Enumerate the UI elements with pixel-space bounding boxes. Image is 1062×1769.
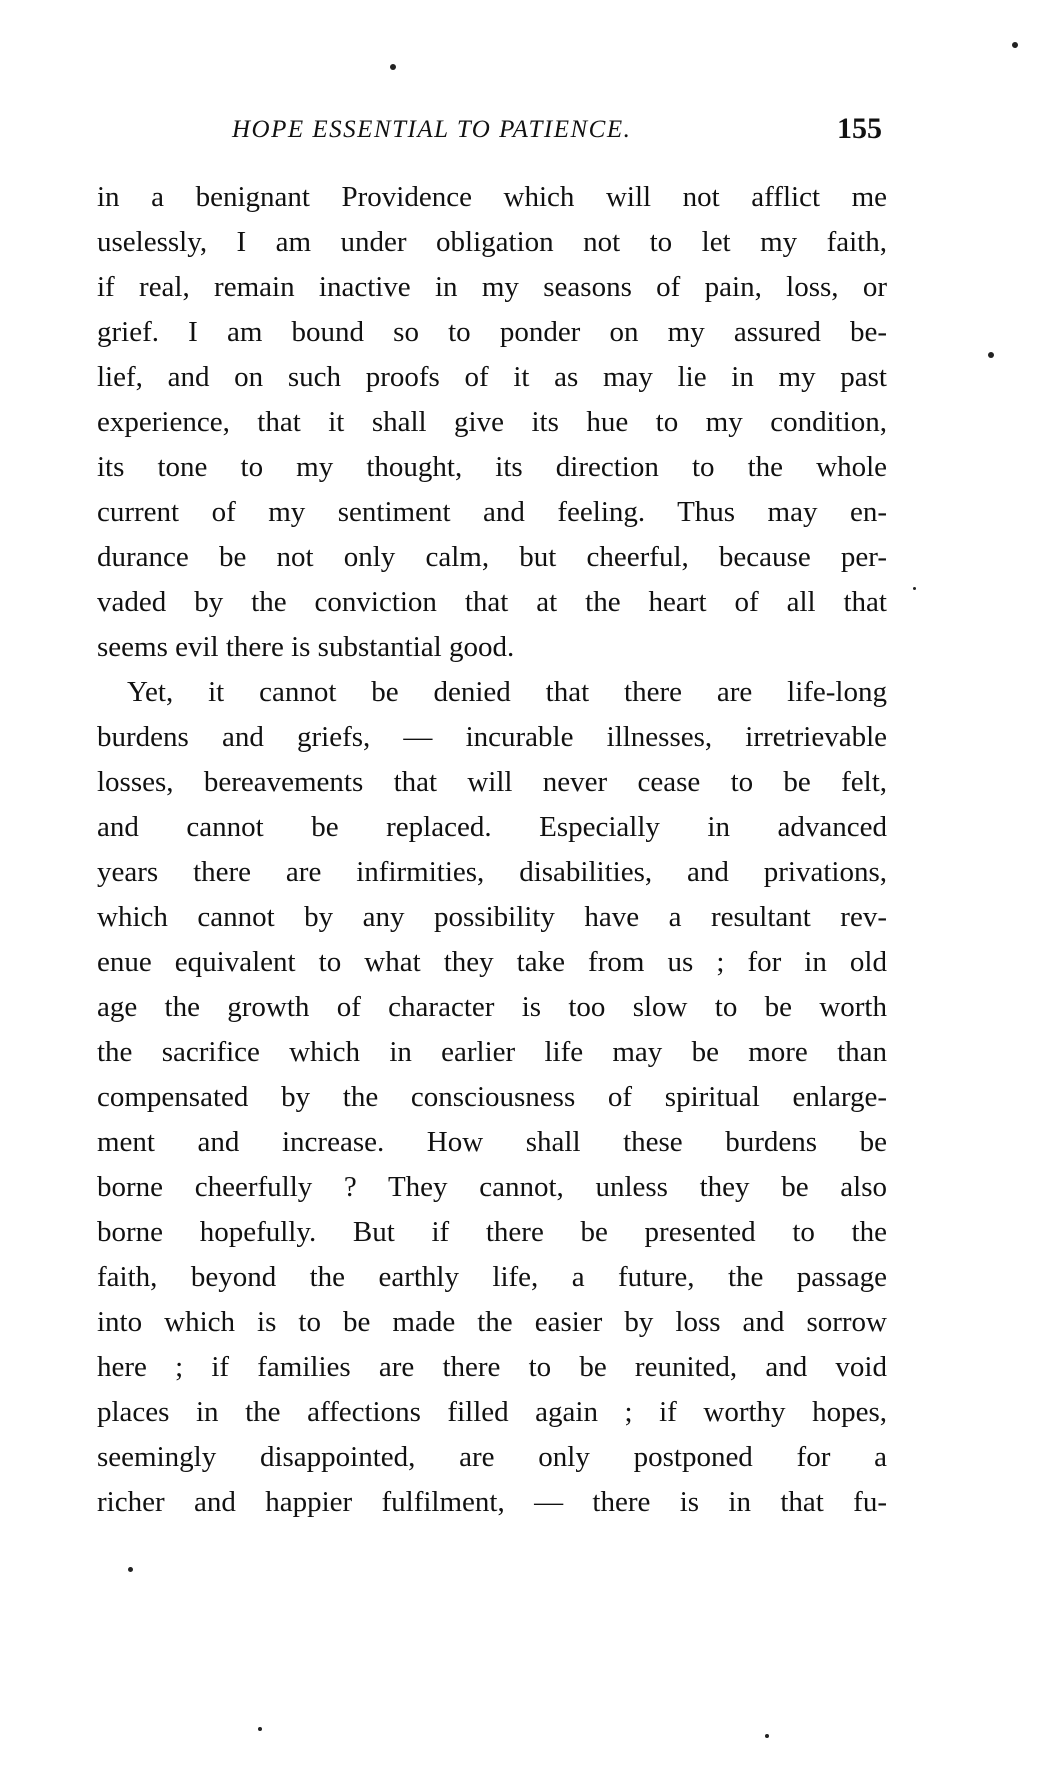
running-title: HOPE ESSENTIAL TO PATIENCE.	[232, 116, 632, 143]
text-line: lief, and on such proofs of it as may lie in my past	[97, 361, 887, 393]
text-line: in a benignant Providence which will not afflict me	[97, 181, 887, 213]
text-line: seems evil there is substantial good.	[97, 631, 515, 663]
text-line: richer and happier fulfilment, — there is in that fu-	[97, 1486, 887, 1518]
text-line: years there are infirmities, disabilities, and privations,	[97, 856, 887, 888]
running-head	[232, 112, 882, 156]
text-line: and cannot be replaced. Especially in advanced	[97, 811, 887, 843]
text-line: vaded by the conviction that at the heart of all that	[97, 586, 887, 618]
scan-speck	[390, 64, 396, 70]
text-line: losses, bereavements that will never cease to be felt,	[97, 766, 887, 798]
text-line: enue equivalent to what they take from us ; for in old	[97, 946, 887, 978]
text-line: grief. I am bound so to ponder on my assured be-	[97, 316, 887, 348]
scan-speck	[913, 587, 916, 590]
text-line: if real, remain inactive in my seasons of pain, loss, or	[97, 271, 887, 303]
text-line: compensated by the consciousness of spiritual enlarge-	[97, 1081, 887, 1113]
scan-speck	[258, 1727, 262, 1731]
scan-speck	[1012, 42, 1018, 48]
text-line: current of my sentiment and feeling. Thus may en-	[97, 496, 887, 528]
text-line: ment and increase. How shall these burdens be	[97, 1126, 887, 1158]
text-line: places in the affections filled again ; if worthy hopes,	[97, 1396, 887, 1428]
text-line: faith, beyond the earthly life, a future, the passage	[97, 1261, 887, 1293]
text-line: borne cheerfully ? They cannot, unless they be also	[97, 1171, 887, 1203]
text-line: seemingly disappointed, are only postponed for a	[97, 1441, 887, 1473]
text-line: into which is to be made the easier by loss and sorrow	[97, 1306, 887, 1338]
text-line: durance be not only calm, but cheerful, because per-	[97, 541, 887, 573]
text-line: uselessly, I am under obligation not to let my faith,	[97, 226, 887, 258]
body-text	[97, 175, 887, 1525]
text-line: age the growth of character is too slow to be worth	[97, 991, 887, 1023]
scan-speck	[765, 1734, 769, 1738]
text-line: borne hopefully. But if there be presented to the	[97, 1216, 887, 1248]
text-line: which cannot by any possibility have a resultant rev-	[97, 901, 887, 933]
text-line: here ; if families are there to be reunited, and void	[97, 1351, 887, 1383]
text-line: its tone to my thought, its direction to the whole	[97, 451, 887, 483]
text-line: burdens and griefs, — incurable illnesses, irretrievable	[97, 721, 887, 753]
scan-speck	[988, 352, 994, 358]
paragraph-start-line: Yet, it cannot be denied that there are life-long	[127, 676, 887, 708]
page-number: 155	[837, 112, 882, 145]
scan-speck	[128, 1567, 133, 1572]
text-line: the sacrifice which in earlier life may be more than	[97, 1036, 887, 1068]
text-line: experience, that it shall give its hue to my condition,	[97, 406, 887, 438]
